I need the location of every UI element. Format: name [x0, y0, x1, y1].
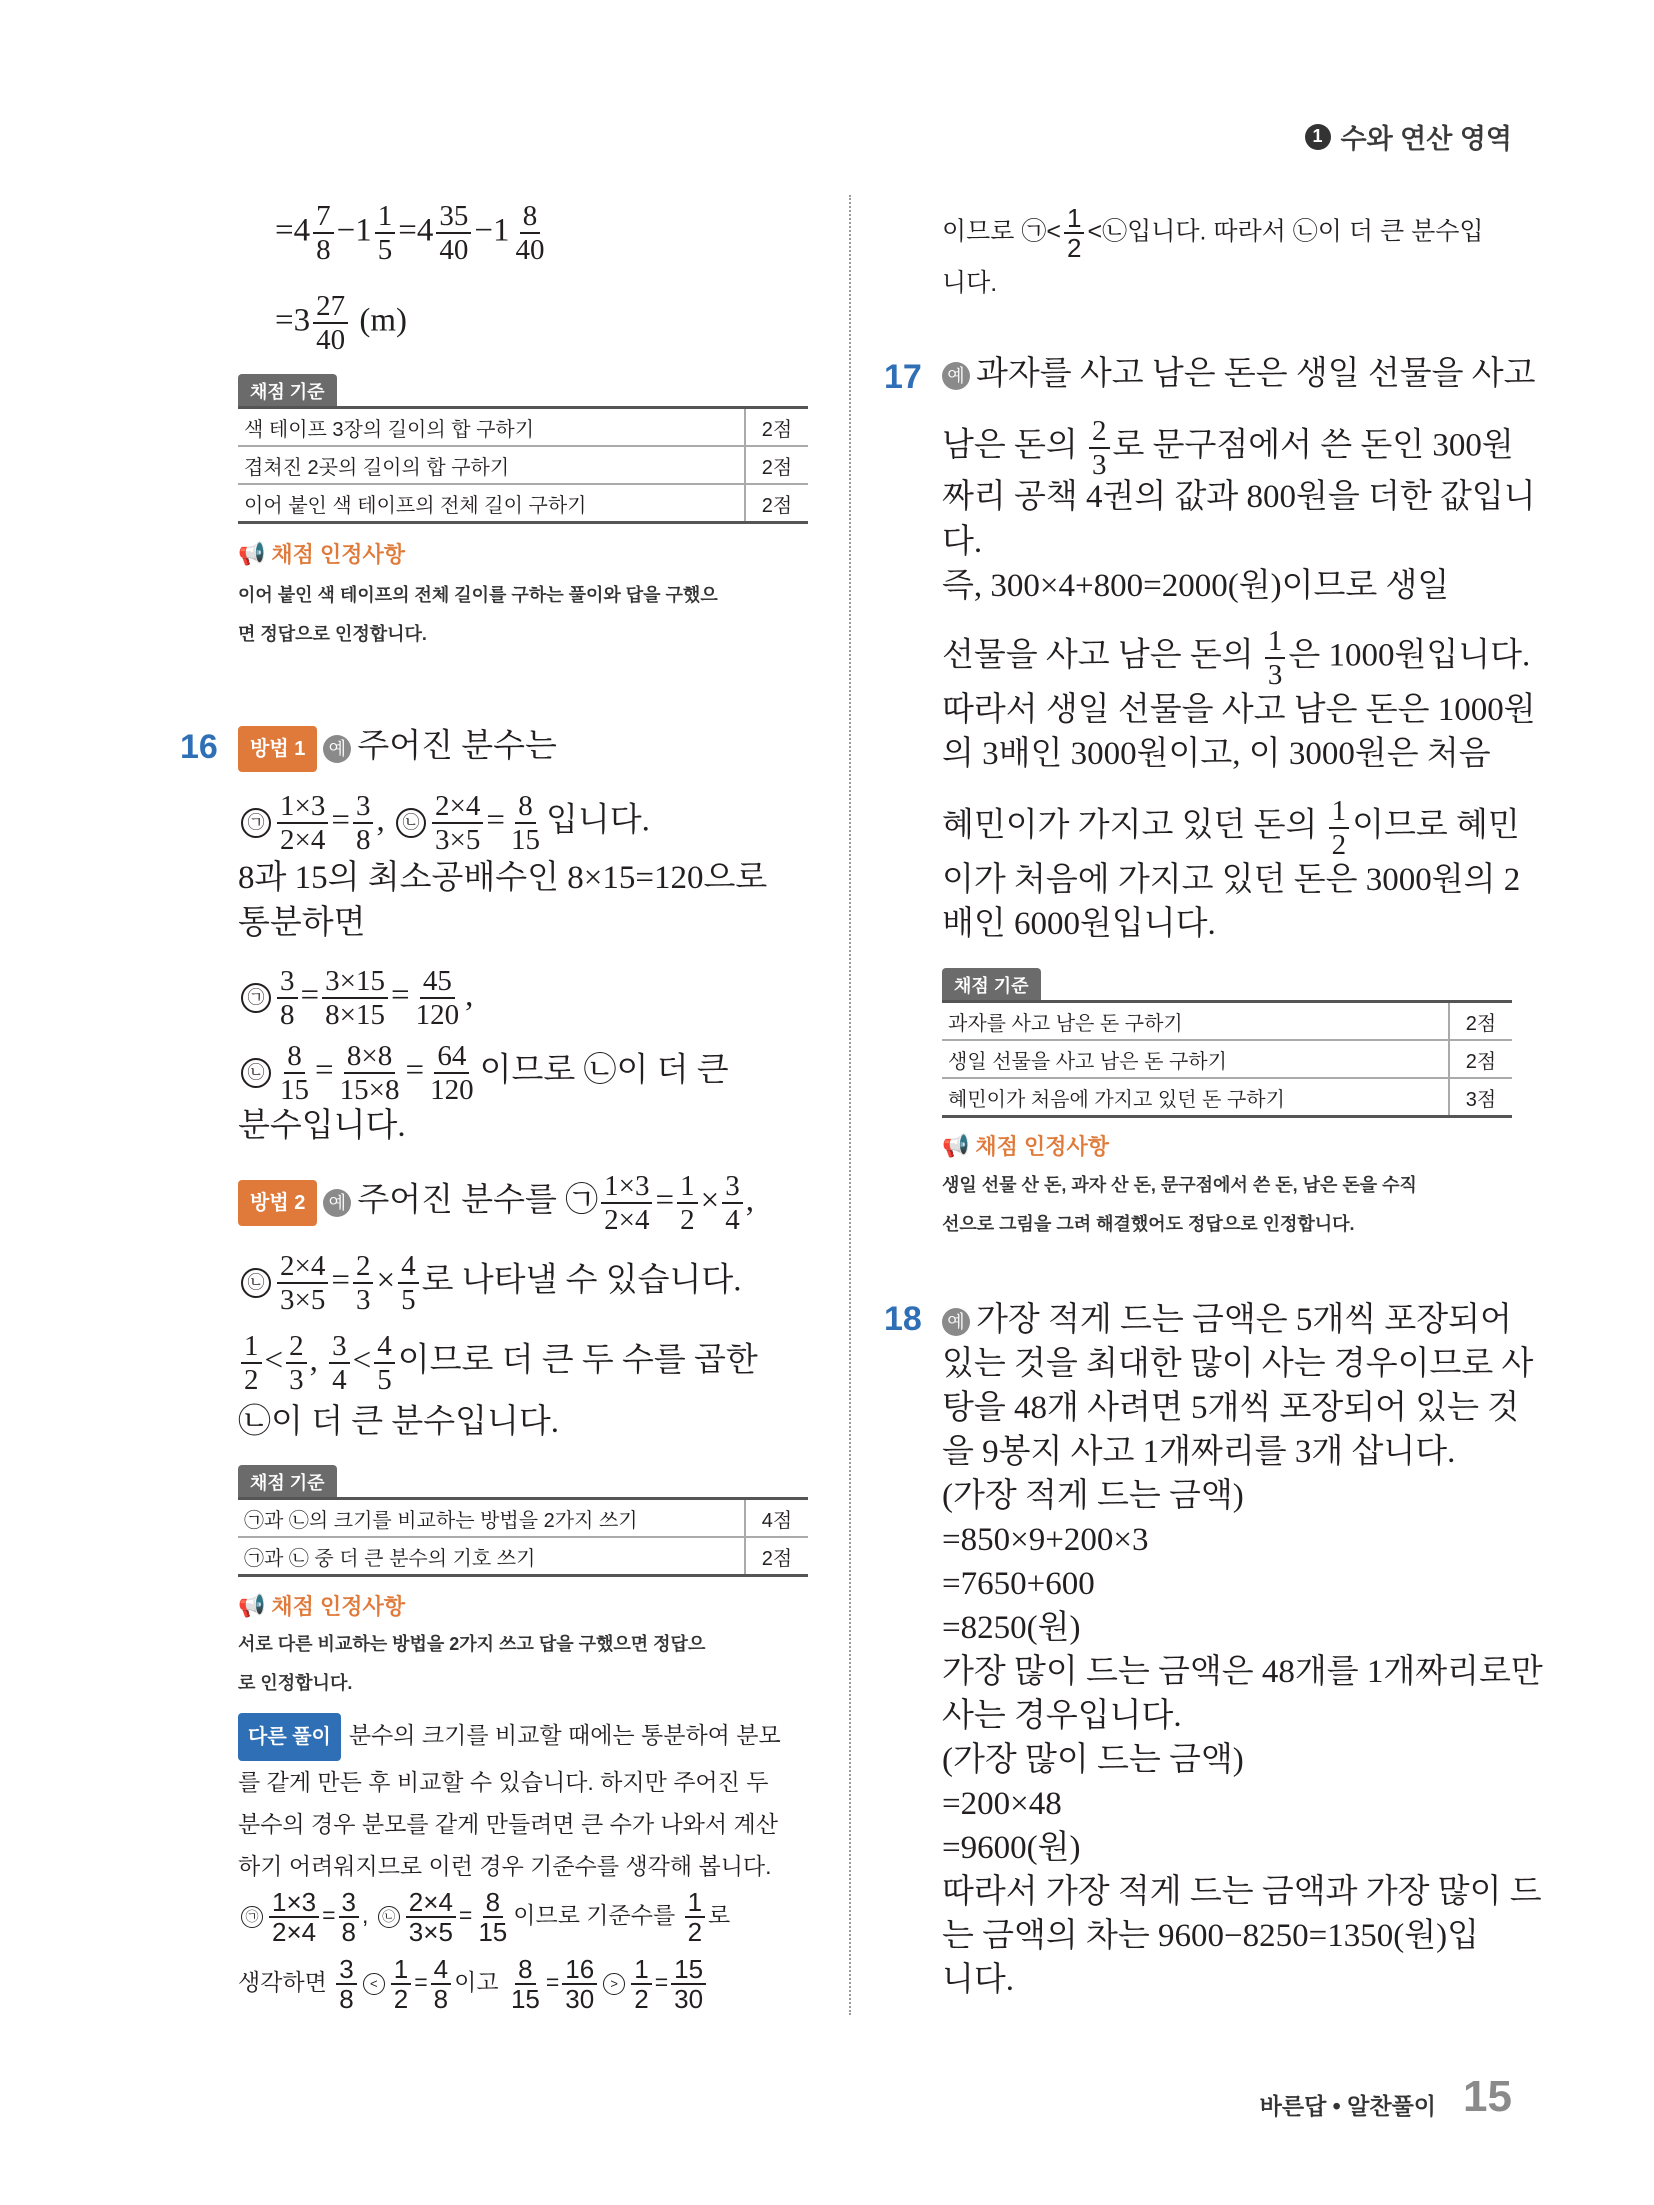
q16-a-convert: ㉠ $\frac{3}{8}$ = $\frac{3\times 15}{8\times 15}$ = $\frac{45}{120}$ , — [238, 965, 473, 1031]
table-row: 생일 선물을 사고 남은 돈 구하기 2점 — [942, 1041, 1512, 1079]
q16-intro: 방법 1 예 주어진 분수는 — [238, 726, 557, 772]
q16-b-convert: ㉡ $\frac{8}{15}$ = $\frac{8\times 8}{15\times 8}$ = $\frac{64}{120}$ 이므로 ㉡이 더 큰 — [238, 1040, 729, 1106]
grading-label: 채점 기준 — [238, 1465, 337, 1499]
q16-compare: $\frac{1}{2}$ < $\frac{2}{3}$ , $\frac{3}{4}$ < $\frac{4}{5}$ 이므로 더 큰 두 수를 곱한 — [238, 1330, 758, 1396]
table-row: ㉠과 ㉡ 중 더 큰 분수의 기호 쓰기 2점 — [238, 1538, 808, 1577]
section-number-badge: 1 — [1305, 124, 1331, 150]
megaphone-icon: 📢 — [238, 540, 266, 566]
q16-lcm: 8과 15의 최소공배수인 8×15=120으로 — [238, 860, 768, 896]
q16-method2-b: ㉡ $\frac{2\times 4}{3\times 5}$ = $\frac{2}{3}$ × $\frac{4}{5}$ 로 나타낼 수 있습니다. — [238, 1250, 742, 1316]
calc-line-2: =3 $\frac{27}{40}$ (m) — [275, 290, 408, 356]
q17-line-10: 이가 처음에 가지고 있던 돈은 3000원의 2 — [942, 862, 1521, 898]
calc-line-1: =4 $\frac{7}{8}$ −1 $\frac{1}{5}$ =4 $\frac{35}{40}$ −1 $\frac{8}{40}$ — [275, 200, 545, 266]
section-header — [1305, 117, 1513, 156]
q16-conclusion-1: 분수입니다. — [238, 1108, 406, 1144]
q17-line-8: 의 3배인 3000원이고, 이 3000원은 처음 — [942, 736, 1491, 772]
column-divider — [849, 195, 851, 2015]
megaphone-icon: 📢 — [942, 1132, 970, 1158]
table-row: 색 테이프 3장의 길이의 합 구하기 2점 — [238, 409, 808, 447]
q16-continuation-2: 니다. — [942, 269, 998, 297]
recognition-note: 서로 다른 비교하는 방법을 2가지 쓰고 답을 구했으면 정답으 로 인정합니다. — [238, 1634, 706, 1693]
grading-table — [942, 1000, 1512, 1118]
grading-label: 채점 기준 — [942, 968, 1041, 1002]
recognition-heading: 📢 채점 인정사항 — [238, 540, 406, 567]
table-row: 겹쳐진 2곳의 길이의 합 구하기 2점 — [238, 447, 808, 485]
megaphone-icon: 📢 — [238, 1592, 266, 1618]
q18-body: 예 가장 적게 드는 금액은 5개씩 포장되어 있는 것을 최대한 많이 사는 경우이므로 사 탕을 48개 사려면 5개씩 포장되어 있는 것 을 9봉지 사고 1개짜리를 3개 삽니다. (가장 적게 드는 금액) =850×9+200×3 =7650+600 =8250(원) 가장 많이 드는 금액은 48개를 1개짜리로만 사는 경우입니다. (가장 많이 드는 금액) =200×48 =9600(원) 따라서 가장 적게 드는 금액과 가장 많이 드 는 금액의 차는 9600−8250=1350(원)입 니다. — [942, 1302, 1543, 1998]
recognition-heading: 📢 채점 인정사항 — [238, 1592, 406, 1619]
table-row: 혜민이가 처음에 가지고 있던 돈 구하기 3점 — [942, 1079, 1512, 1118]
footer-label: 바른답 • 알찬풀이 — [1259, 2093, 1436, 2119]
q17-line-3: 짜리 공책 4권의 값과 800원을 더한 값입니 — [942, 479, 1536, 515]
q16-method2: 방법 2 예 주어진 분수를 ㉠ $\frac{1\times 3}{2\times 4}$ = $\frac{1}{2}$ × $\frac{3}{4}$ , — [238, 1170, 754, 1236]
q17-line-9: 혜민이가 가지고 있던 돈의 $\frac{1}{2}$ 이므로 혜민 — [942, 795, 1520, 861]
recognition-note: 생일 선물 산 돈, 과자 산 돈, 문구점에서 쓴 돈, 남은 돈을 수직 선으로 그림을 그려 해결했어도 정답으로 인정합니다. — [942, 1175, 1417, 1234]
grading-label: 채점 기준 — [238, 374, 337, 408]
q17-line-7: 따라서 생일 선물을 사고 남은 돈은 1000원 — [942, 692, 1536, 728]
q17-line-6: 선물을 사고 남은 돈의 $\frac{1}{3}$ 은 1000원입니다. — [942, 625, 1531, 691]
section-title: 수와 연산 영역 — [1340, 124, 1512, 154]
q16-lcm-2: 통분하면 — [238, 905, 366, 941]
other-solution-fractions: ㉠ $\frac{1\times 3}{2\times 4}$ = $\frac{3}{8}$ , ㉡ $\frac{2\times 4}{3\times 5}$ = $\frac{8}{15}$ 이므로 기준수를 $\frac{1}{2}$ 로 — [238, 1888, 730, 1946]
q16-fractions: ㉠ $\frac{1\times 3}{2\times 4}$ = $\frac{3}{8}$ , ㉡ $\frac{2\times 4}{3\times 5}$ = $\frac{8}{15}$ 입니다. — [238, 790, 650, 856]
q16-conclusion-2: ㉡이 더 큰 분수입니다. — [238, 1404, 560, 1440]
question-number: 16 — [180, 728, 218, 766]
recognition-heading: 📢 채점 인정사항 — [942, 1132, 1110, 1159]
question-number: 17 — [884, 358, 922, 396]
q17-line-1: 예 과자를 사고 남은 돈은 생일 선물을 사고 — [942, 354, 1536, 394]
q16-continuation: 이므로 ㉠< $\frac{1}{2}$ <㉡입니다. 따라서 ㉡이 더 큰 분수입 — [942, 203, 1484, 263]
page-number: 15 — [1463, 2072, 1512, 2121]
q17-line-5: 즉, 300×4+800=2000(원)이므로 생일 — [942, 568, 1450, 604]
table-row: ㉠과 ㉡의 크기를 비교하는 방법을 2가지 쓰기 4점 — [238, 1500, 808, 1538]
q17-line-11: 배인 6000원입니다. — [942, 906, 1216, 942]
q17-line-4: 다. — [942, 524, 983, 560]
grading-table — [238, 406, 808, 524]
grading-table — [238, 1497, 808, 1577]
question-number: 18 — [884, 1300, 922, 1338]
q17-line-2: 남은 돈의 $\frac{2}{3}$ 로 문구점에서 쓴 돈인 300원 — [942, 415, 1514, 481]
other-solution: 다른 풀이 분수의 크기를 비교할 때에는 통분하여 분모 를 같게 만든 후 비교할 수 있습니다. 하지만 주어진 두 분수의 경우 분모를 같게 만들려면 큰 수가 나와서 계산 하기 어려워지므로 이런 경우 기준수를 생각해 봅니다. — [238, 1713, 781, 1887]
table-row: 과자를 사고 남은 돈 구하기 2점 — [942, 1003, 1512, 1041]
table-row: 이어 붙인 색 테이프의 전체 길이 구하기 2점 — [238, 485, 808, 524]
recognition-note: 이어 붙인 색 테이프의 전체 길이를 구하는 풀이와 답을 구했으 면 정답으로 인정합니다. — [238, 585, 718, 644]
other-solution-compare: 생각하면 $\frac{3}{8}$ < $\frac{1}{2}$ = $\frac{4}{8}$ 이고 $\frac{8}{15}$ = $\frac{16}{30}$ > $\frac{1}{2}$ = $\frac{15}{30}$ — [238, 1955, 709, 2013]
